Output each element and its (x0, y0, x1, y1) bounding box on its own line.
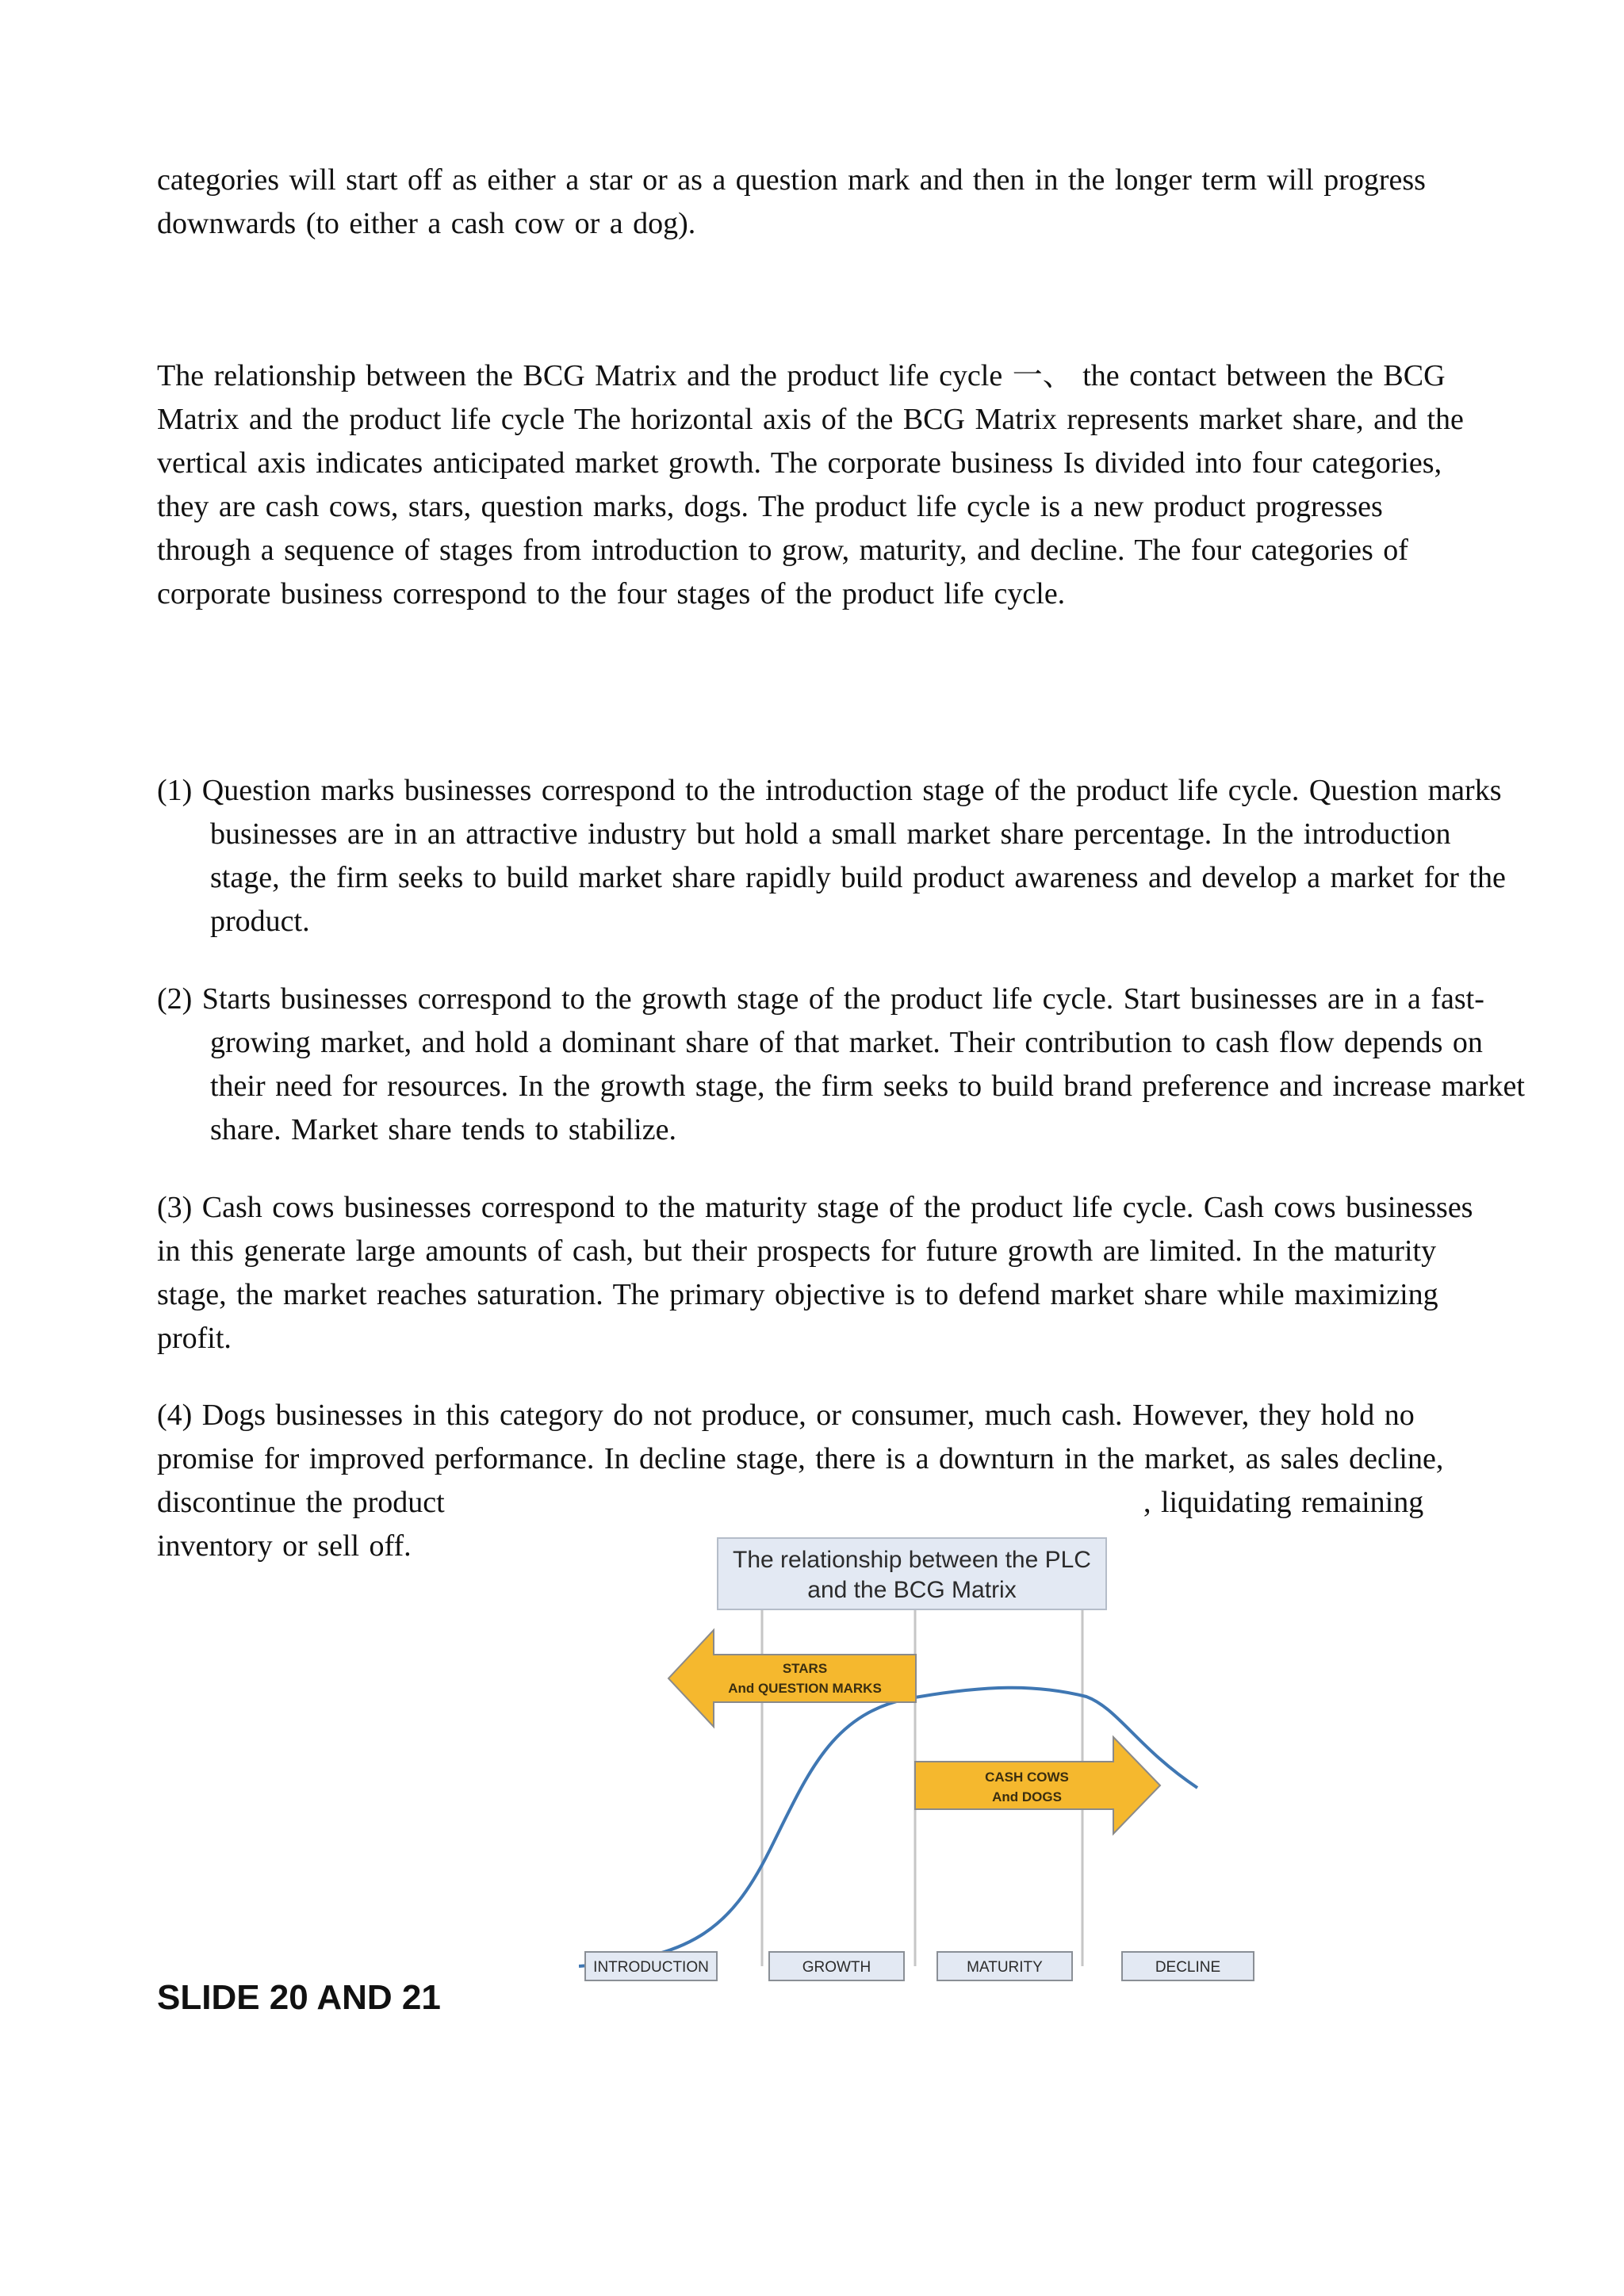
figure-title-line2: and the BCG Matrix (807, 1577, 1017, 1603)
stars-label: STARS (782, 1661, 828, 1676)
plc-bcg-diagram (579, 1534, 1261, 1986)
figure-title-line1: The relationship between the PLC (733, 1547, 1091, 1573)
dogs-paragraph-main: (4) Dogs businesses in this category do not produce, or consumer, much cash. However, they hold no promise for improved performance. In decline stage, there is a downturn in the market, as sales decline, discontinue the product (157, 1399, 1444, 1519)
relationship-paragraph: The relationship between the BCG Matrix and the product life cycle 一、 the contact between the BCG Matrix and the product life cycle The horizontal axis of the BCG Matrix represents market share, and the vertical axis indicates anticipated market growth. The corporate business Is divided into four categories, they are cash cows, stars, question marks, dogs. The product life cycle is a new product progresses through a sequence of stages from introduction to grow, maturity, and decline. The four categories of corporate business correspond to the four stages of the product life cycle. (157, 359, 1464, 610)
stage-label-introduction: INTRODUCTION (593, 1959, 709, 1976)
stage-label-maturity: MATURITY (967, 1959, 1043, 1976)
question-marks-label: And QUESTION MARKS (728, 1681, 882, 1696)
list-item-cash-cows: (3) Cash cows businesses correspond to the maturity stage of the product life cycle. Cash cows businesses in this generate large amounts of cash, but their prospects for future growth are limited. In the maturity stage, the market reaches saturation. The primary objective is to defend market share while maximizing profit. (157, 1191, 1473, 1355)
dogs-paragraph-end: inventory or sell off. (157, 1529, 412, 1563)
stage-label-growth: GROWTH (802, 1959, 871, 1976)
list-item-question-marks: (1) Question marks businesses correspond to the introduction stage of the product life cycle. Question marks businesses are in an attractive industry but hold a small market share percentage. In the introduction stage, the firm seeks to build market share rapidly build product awareness and develop a market for the product. (157, 774, 1506, 938)
dogs-label: And DOGS (992, 1789, 1062, 1804)
plc-curve (579, 1688, 1197, 1966)
slide-heading: SLIDE 20 AND 21 (157, 1978, 441, 2017)
stars-question-marks-arrow (668, 1630, 916, 1727)
cash-cows-dogs-arrow (915, 1737, 1160, 1834)
dogs-paragraph-continuation: , liquidating remaining (1143, 1486, 1424, 1519)
list-item-stars: (2) Starts businesses correspond to the growth stage of the product life cycle. Start businesses are in a fast-growing market, and hold a dominant share of that market. Their contribution to cash flow depends on their need for resources. In the growth stage, the firm seeks to build brand preference and increase market share. Market share tends to stabilize. (157, 982, 1525, 1146)
plc-bcg-figure (579, 1534, 1261, 1986)
cash-cows-label: CASH COWS (985, 1770, 1069, 1785)
stage-label-decline: DECLINE (1155, 1959, 1221, 1976)
intro-paragraph: categories will start off as either a star or as a question mark and then in the longer term will progress downwards (to either a cash cow or a dog). (157, 163, 1426, 240)
